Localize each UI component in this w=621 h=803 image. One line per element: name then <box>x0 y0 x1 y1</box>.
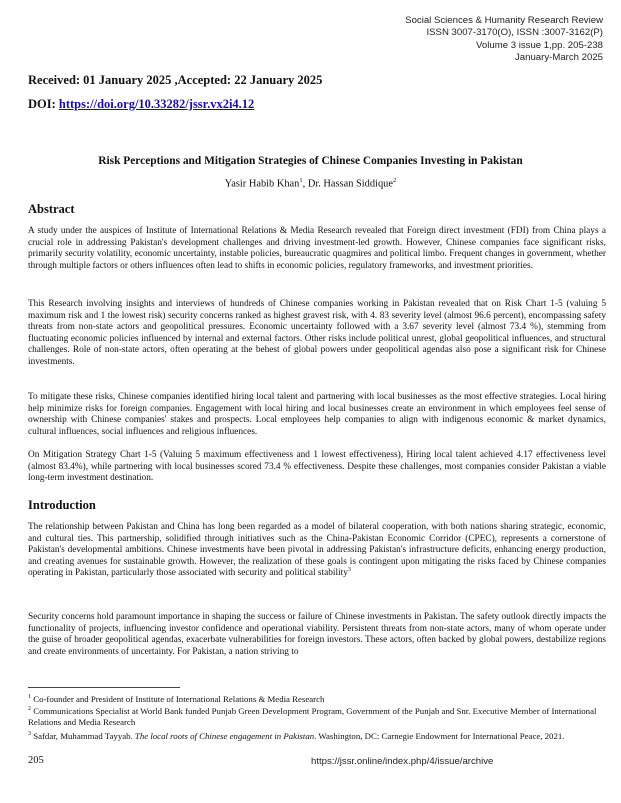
introduction-paragraph-1-text: The relationship between Pakistan and China has long been regarded as a model of bilateral cooperation, with both nations sharing strategic, economic, and cultural ties. This partnership, solidified through initiatives such as the China-Pakistan Economic Corridor (CPEC), represents a cornerstone of Pakistan's developmental ambitions. Chinese investments have been pivotal in addressing Pakistan's infrastructure deficits, enhancing energy production, and creating avenues for sustainable growth. However, the realization of these goals is contingent upon mitigating the risks faced by Chinese companies operating in Pakistan, particularly those associated with security and political stability <box>28 522 606 579</box>
footer-url: https://jssr.online/index.php/4/issue/archive <box>311 756 494 767</box>
footnote-2-number: 2 <box>28 706 31 712</box>
abstract-paragraph-2: This Research involving insights and interviews of hundreds of Chinese companies working in Pakistan revealed that on Risk Chart 1-5 (valuing 5 maximum risk and 1 the lowest risk) security concerns ranked as highest gravest risk, with 4. 83 severity level (almost 96.6 percent), encompassing safety threats from non-state actors and geopolitical pressures. Economic uncertainty followed with a 3.67 severity level (almost 73.4 %), stemming from fluctuating economic policies influenced by internal and external factors. Other risks include political unrest, global geopolitical influences, and structural challenges. Role of non-state actors, often operating at the behest of global powers under geopolitical agendas also pose a significant risk for Chinese investments. <box>28 299 606 367</box>
introduction-paragraph-1 <box>28 522 606 580</box>
abstract-heading: Abstract <box>28 202 75 216</box>
footnote-ref-3: 3 <box>347 567 351 574</box>
journal-name: Social Sciences & Humanity Research Review <box>405 15 603 26</box>
received-accepted-dates: Received: 01 January 2025 ,Accepted: 22 January 2025 <box>28 73 323 87</box>
footnote-2 <box>28 704 606 728</box>
author-1: Yasir Habib Khan <box>224 178 300 190</box>
doi-line <box>28 97 254 112</box>
abstract-paragraph-3: To mitigate these risks, Chinese companies identified hiring local talent and partnering with local businesses as the most effective strategies. Local hiring help minimize risks for foreign companies. Engagement with local hiring and local businesses create an environment in which employees feel sense of ownership with Chinese companies' stakes and prospects. Local employees help companies to align with indigenous economic & market dynamics, cultural influences, social influences and religious influences. <box>28 392 606 437</box>
doi-link[interactable]: https://doi.org/10.33282/jssr.vx2i4.12 <box>58 97 255 111</box>
abstract-paragraph-1: A study under the auspices of Institute of International Relations & Media Research revealed that Foreign direct investment (FDI) from China plays a crucial role in addressing Pakistan's development challenges and driving investment-led growth. However, Chinese companies face significant risks, primarily security volatility, economic uncertainty, instable policies, bureaucratic quagmires and political limbo. Frequent changes in government, whether through multiple factors or others influences often lead to shifts in economic policies, regulatory frameworks, and investment priorities. <box>28 226 606 271</box>
footnote-1-number: 1 <box>28 694 31 700</box>
introduction-heading: Introduction <box>28 498 96 512</box>
footnote-divider <box>28 687 180 688</box>
journal-issn: ISSN 3007-3170(O), ISSN :3007-3162(P) <box>426 27 603 39</box>
author-separator: , <box>302 178 308 190</box>
footnote-1-text: Co-founder and President of Institute of International Relations & Media Research <box>31 693 325 704</box>
footnote-3-text-a: Safdar, Muhammad Tayyab. <box>31 730 135 741</box>
footnote-1 <box>28 692 606 705</box>
journal-header <box>405 15 603 64</box>
author-2: Dr. Hassan Siddique <box>307 178 393 190</box>
footnote-2-text: Communications Specialist at World Bank funded Punjab Green Development Program, Government of the Punjab and Snr. Executive Member of International Relations and Media Research <box>28 705 597 727</box>
footnote-3-text-b: . Washington, DC: Carnegie Endowment for International Peace, 2021. <box>314 730 565 741</box>
paper-title: Risk Perceptions and Mitigation Strategies of Chinese Companies Investing in Pakistan <box>98 155 523 167</box>
footnote-3-title: The local roots of Chinese engagement in Pakistan <box>134 730 315 741</box>
footnote-3 <box>28 729 606 742</box>
introduction-paragraph-2: Security concerns hold paramount importance in shaping the success or failure of Chinese investments in Pakistan. The safety outlook directly impacts the functionality of projects, influencing investor confidence and operational viability. Persistent threats from non-state actors, many of whom operate under the guise of broader geopolitical agendas, exacerbate vulnerabilities for foreign investors. These actors, often backed by global powers, destabilize regions and create environments of uncertainty. For Pakistan, a nation striving to <box>28 612 606 657</box>
abstract-paragraph-4: On Mitigation Strategy Chart 1-5 (Valuing 5 maximum effectiveness and 1 lowest effectiveness), Hiring local talent achieved 4.17 effectiveness level (almost 83.4%), while partnering with local businesses scored 73.4 % effectiveness. Despite these challenges, most companies consider Pakistan a viable long-term investment destination. <box>28 450 606 484</box>
author-2-footnote-mark: 2 <box>392 177 397 184</box>
journal-period: January-March 2025 <box>515 51 603 63</box>
page-number: 205 <box>28 755 44 766</box>
journal-volume: Volume 3 issue 1,pp. 205-238 <box>476 39 603 51</box>
author-1-footnote-mark: 1 <box>299 177 303 184</box>
footnote-3-number: 3 <box>28 731 31 737</box>
doi-label: DOI: <box>28 97 59 111</box>
author-line <box>0 177 621 189</box>
